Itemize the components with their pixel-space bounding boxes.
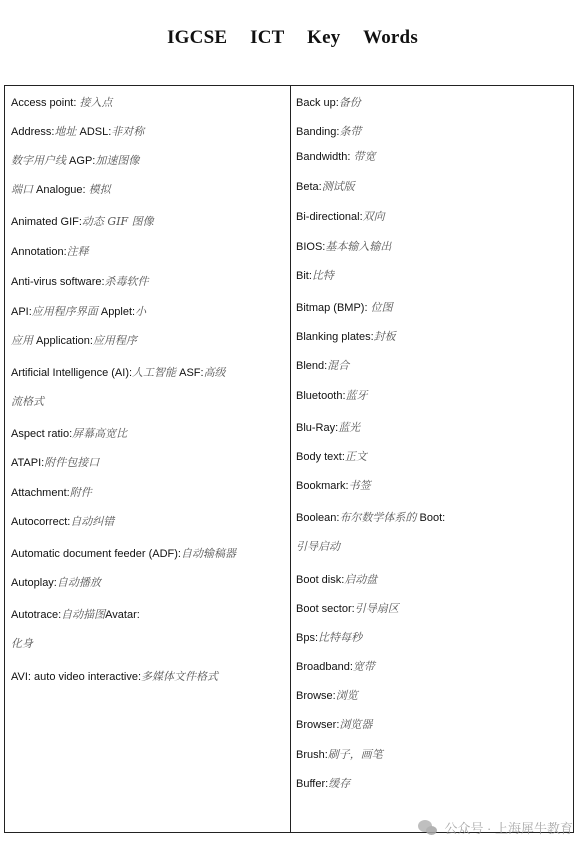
keyword-term: Bitmap (BMP): <box>296 302 371 314</box>
keyword-line <box>11 305 146 319</box>
keyword-translation: 端口 <box>11 183 33 196</box>
keyword-term: Autoplay: <box>11 577 57 589</box>
keyword-term: Annotation: <box>11 246 67 258</box>
keyword-line <box>296 602 399 616</box>
keyword-term: BIOS: <box>296 241 326 253</box>
keyword-translation: 蓝牙 <box>345 389 368 402</box>
keyword-term: Bandwidth: <box>296 151 354 163</box>
keyword-line <box>11 366 226 380</box>
keyword-line <box>11 154 139 168</box>
keyword-line <box>296 125 361 139</box>
keyword-term: Back up: <box>296 97 339 109</box>
keyword-term: Blu-Ray: <box>296 422 339 434</box>
keyword-term: Analogue: <box>33 184 89 196</box>
keyword-term: Bluetooth: <box>296 390 346 402</box>
keyword-translation: 自动播放 <box>56 576 101 589</box>
keyword-term: Aspect ratio: <box>11 428 73 440</box>
keyword-term: Boolean: <box>296 512 340 524</box>
keyword-term: Brush: <box>296 749 328 761</box>
keyword-term: Boot: <box>416 512 446 524</box>
keyword-line <box>11 215 154 229</box>
keyword-term: ATAPI: <box>11 457 45 469</box>
keyword-translation: 多媒体文件格式 <box>141 670 219 683</box>
keyword-translation: 位图 <box>370 301 393 314</box>
keyword-term: Bi-directional: <box>296 211 363 223</box>
keyword-translation: 自动描图 <box>61 608 106 621</box>
keyword-translation: 自动输稿器 <box>180 547 236 560</box>
watermark <box>418 818 573 837</box>
keyword-translation: 混合 <box>327 359 350 372</box>
keyword-translation: 带宽 <box>353 150 376 163</box>
keyword-term: Boot sector: <box>296 603 355 615</box>
keyword-term: Bookmark: <box>296 480 349 492</box>
keyword-line <box>296 301 393 315</box>
keyword-translation: 正文 <box>344 450 367 463</box>
keyword-term: AVI: auto video interactive: <box>11 671 142 683</box>
keyword-line <box>296 777 350 791</box>
keywords-table <box>4 85 574 833</box>
keyword-translation: 杀毒软件 <box>104 275 149 288</box>
keyword-line <box>11 96 112 110</box>
keyword-term: Broadband: <box>296 661 353 673</box>
keyword-translation: 封板 <box>373 330 396 343</box>
keyword-term: Automatic document feeder (ADF): <box>11 548 181 560</box>
keyword-translation: 启动盘 <box>344 573 378 586</box>
keyword-term: AGP: <box>66 155 96 167</box>
keyword-term: Animated GIF: <box>11 216 82 228</box>
keyword-line <box>296 359 349 373</box>
keyword-translation: 自动纠错 <box>70 515 115 528</box>
keyword-term: Attachment: <box>11 487 70 499</box>
keyword-translation: 双向 <box>362 210 385 223</box>
keyword-term: Boot disk: <box>296 574 345 586</box>
keyword-translation: 数字用户线 <box>11 154 66 167</box>
keyword-translation: 应用 <box>11 334 33 347</box>
keyword-translation: 测试版 <box>321 180 355 193</box>
keyword-term: ADSL: <box>76 126 112 138</box>
keyword-translation: 附件包接口 <box>44 456 100 469</box>
keyword-line <box>296 748 383 762</box>
keyword-translation: 刷子，画笔 <box>327 748 383 761</box>
keyword-translation: 布尔数学体系的 <box>339 511 417 524</box>
keyword-translation: 条带 <box>339 125 362 138</box>
keyword-line <box>296 330 396 344</box>
keyword-line <box>11 125 144 139</box>
keyword-term: Anti-virus software: <box>11 276 105 288</box>
keyword-term: Autocorrect: <box>11 516 71 528</box>
keyword-line <box>296 389 368 403</box>
keyword-line <box>296 540 340 554</box>
keyword-translation: 应用程序 <box>92 334 137 347</box>
keyword-line <box>296 660 375 674</box>
keyword-translation: 基本输入输出 <box>325 240 392 253</box>
keyword-translation: 加速图像 <box>95 154 140 167</box>
wechat-icon <box>418 819 438 837</box>
keyword-line <box>11 334 137 348</box>
keyword-line <box>11 637 33 651</box>
keyword-line <box>11 395 44 409</box>
keyword-translation: 附件 <box>69 486 92 499</box>
keyword-translation: 引导启动 <box>296 540 340 553</box>
keyword-term: Application: <box>33 335 93 347</box>
keyword-translation: 备份 <box>338 96 361 109</box>
keyword-line <box>296 269 334 283</box>
keyword-term: Avatar: <box>105 609 140 621</box>
keyword-translation: 应用程序界面 <box>31 305 98 318</box>
keyword-translation: 模拟 <box>88 183 111 196</box>
keyword-line <box>296 573 377 587</box>
keyword-line <box>11 576 101 590</box>
keyword-translation: 引导扇区 <box>354 602 399 615</box>
column-divider <box>290 86 291 832</box>
keyword-translation: 小 <box>135 305 147 318</box>
keyword-translation: 流格式 <box>11 395 44 408</box>
page-title: IGCSE ICT Key Words <box>167 27 418 48</box>
keyword-term: Blanking plates: <box>296 331 374 343</box>
keyword-line <box>11 183 111 197</box>
keyword-translation: 非对称 <box>111 125 145 138</box>
keyword-line <box>11 608 140 622</box>
keyword-line <box>296 450 367 464</box>
keyword-line <box>296 718 372 732</box>
keyword-line <box>11 427 127 441</box>
keyword-term: Autotrace: <box>11 609 62 621</box>
keyword-term: Bit: <box>296 270 312 282</box>
keyword-term: Buffer: <box>296 778 329 790</box>
keyword-translation: 地址 <box>54 125 77 138</box>
keyword-translation: 屏幕高宽比 <box>72 427 128 440</box>
keyword-line <box>296 180 355 194</box>
keyword-line <box>296 240 391 254</box>
keyword-term: Access point: <box>11 97 80 109</box>
keyword-line <box>11 456 99 470</box>
keyword-term: Beta: <box>296 181 322 193</box>
keyword-translation: 蓝光 <box>338 421 361 434</box>
keyword-translation: 缓存 <box>328 777 351 790</box>
keyword-term: API: <box>11 306 32 318</box>
keyword-line <box>296 479 371 493</box>
keyword-line <box>296 96 361 110</box>
keyword-translation: 宽带 <box>352 660 375 673</box>
keyword-term: Address: <box>11 126 55 138</box>
keyword-translation: 浏览 <box>335 689 358 702</box>
keyword-term: Artificial Intelligence (AI): <box>11 367 133 379</box>
keyword-translation: 人工智能 <box>132 366 177 379</box>
watermark-text: 公众号 · 上海犀牛教育 <box>444 821 573 836</box>
keyword-translation: 化身 <box>11 637 33 650</box>
keyword-line <box>11 515 114 529</box>
keyword-translation: 比特每秒 <box>318 631 363 644</box>
keyword-term: Body text: <box>296 451 345 463</box>
keyword-term: Applet: <box>97 306 136 318</box>
keyword-translation: 动态 GIF 图像 <box>81 215 154 228</box>
keyword-line <box>296 210 385 224</box>
keyword-line <box>296 689 358 703</box>
keyword-line <box>11 275 149 289</box>
keyword-line <box>11 245 89 259</box>
keyword-term: ASF: <box>176 367 204 379</box>
keyword-line <box>11 486 92 500</box>
keyword-term: Browser: <box>296 719 340 731</box>
keyword-line <box>296 511 445 525</box>
keyword-term: Browse: <box>296 690 336 702</box>
keyword-translation: 书签 <box>348 479 371 492</box>
keyword-translation: 比特 <box>311 269 334 282</box>
keyword-line <box>296 150 375 164</box>
keyword-line <box>296 421 360 435</box>
keyword-translation: 浏览器 <box>339 718 373 731</box>
keyword-term: Banding: <box>296 126 340 138</box>
keyword-term: Bps: <box>296 632 319 644</box>
keyword-line <box>296 631 362 645</box>
keyword-translation: 接入点 <box>79 96 113 109</box>
keyword-term: Blend: <box>296 360 328 372</box>
keyword-line <box>11 547 236 561</box>
keyword-translation: 注释 <box>66 245 89 258</box>
keyword-translation: 高级 <box>203 366 226 379</box>
keyword-line <box>11 670 218 684</box>
